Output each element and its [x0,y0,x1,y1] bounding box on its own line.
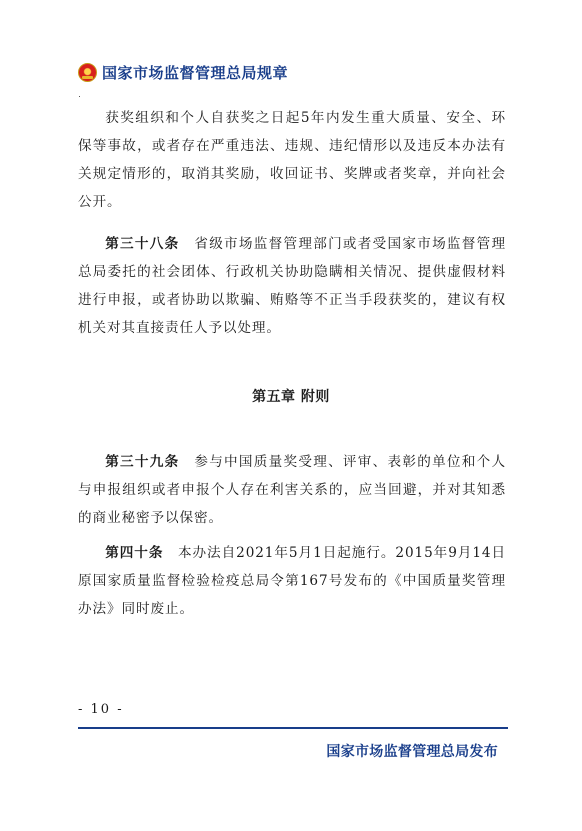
paragraph-text: 省级市场监督管理部门或者受国家市场监督管理总局委托的社会团体、行政机关协助隐瞒相关情况、提供虚假材料进行申报，或者协助以欺骗、贿赂等不正当手段获奖的，建议有权机关对其直接责任人予以处理。 [78,236,506,336]
document-header [78,62,288,83]
footer-divider [78,727,508,729]
paragraph [78,230,506,342]
paragraph-block [78,104,506,216]
article-38-block [78,230,506,342]
paragraph [78,104,506,216]
paragraph-text: 获奖组织和个人自获奖之日起5年内发生重大质量、安全、环保等事故，或者存在严重违法、违规、违纪情形以及违反本办法有关规定情形的，取消其奖励，收回证书、奖牌或者奖章，并向社会公开。 [78,110,506,210]
paragraph [78,539,506,623]
article-number: 第三十九条 [105,454,180,470]
national-emblem-icon [78,63,97,82]
article-40-block [78,539,506,623]
article-number: 第三十八条 [105,236,180,252]
article-39-block [78,448,506,532]
paragraph-text: 参与中国质量奖受理、评审、表彰的单位和个人与申报组织或者申报个人存在利害关系的，应当回避，并对其知悉的商业秘密予以保密。 [78,454,506,526]
margin-dot [79,96,80,97]
page-number: - 10 - [78,702,124,717]
paragraph [78,448,506,532]
chapter-title: 第五章 附则 [252,389,330,405]
header-title: 国家市场监督管理总局规章 [102,64,289,82]
footer-publisher: 国家市场监督管理总局发布 [326,744,498,760]
paragraph-text: 本办法自2021年5月1日起施行。2015年9月14日原国家质量监督检验检疫总局令第167号发布的《中国质量奖管理办法》同时废止。 [78,545,507,617]
article-number: 第四十条 [105,545,164,561]
